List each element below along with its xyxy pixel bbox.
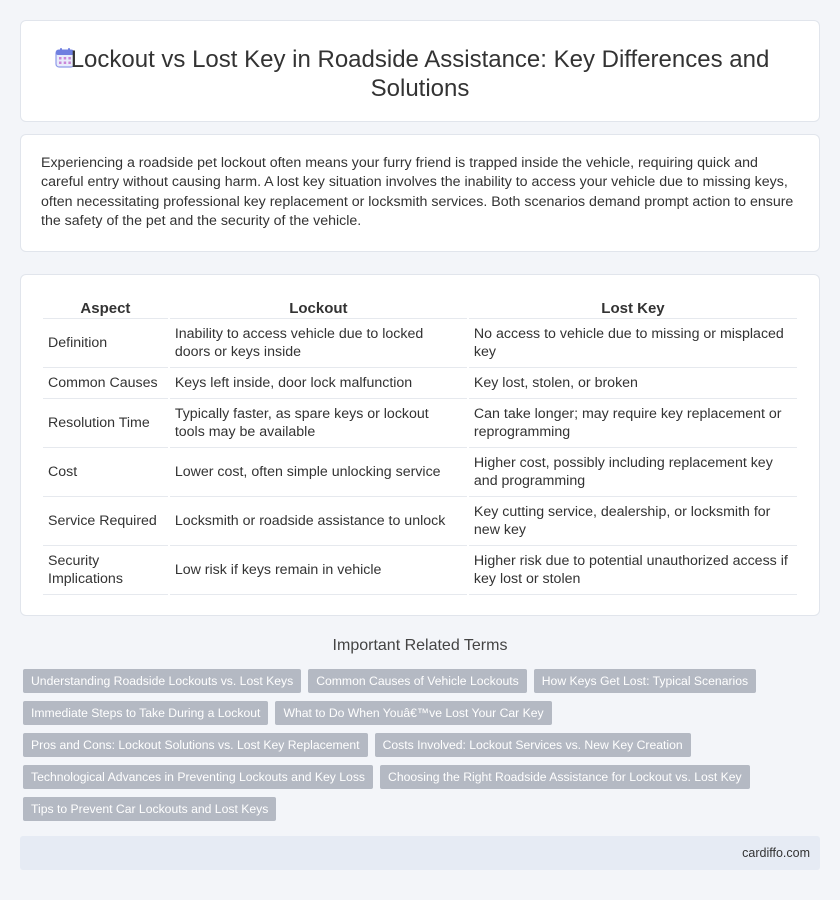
footer-site-link[interactable]: cardiffo.com: [742, 846, 810, 860]
table-cell: Typically faster, as spare keys or lockout tools may be available: [170, 399, 467, 448]
table-cell: Key lost, stolen, or broken: [469, 368, 797, 399]
table-cell: Lower cost, often simple unlocking service: [170, 448, 467, 497]
related-term-tag[interactable]: What to Do When Youâ€™ve Lost Your Car Key: [275, 701, 551, 725]
table-cell: Resolution Time: [43, 399, 168, 448]
tag-row: [23, 669, 803, 693]
intro-paragraph: Experiencing a roadside pet lockout often means your furry friend is trapped inside the vehicle, requiring quick and careful entry without causing harm. A lost key situation involves the inability to access your vehicle due to missing keys, often necessitating professional key replacement or locksmith services. Both scenarios demand prompt action to ensure the safety of the pet and the security of the vehicle.: [41, 155, 794, 230]
tag-row: [23, 701, 803, 725]
table-row: [43, 319, 797, 368]
tag-row: [23, 765, 803, 789]
related-terms-title: Important Related Terms: [332, 637, 508, 654]
header-aspect: Aspect: [43, 295, 168, 319]
table-cell: Can take longer; may require key replacement or reprogramming: [469, 399, 797, 448]
table-cell: Definition: [43, 319, 168, 368]
table-header-row: [43, 295, 797, 319]
table-cell: Inability to access vehicle due to locked doors or keys inside: [170, 319, 467, 368]
table-cell: Low risk if keys remain in vehicle: [170, 546, 467, 595]
table-cell: Higher risk due to potential unauthorized access if key lost or stolen: [469, 546, 797, 595]
page-title: Lockout vs Lost Key in Roadside Assistance: Key Differences and Solutions: [70, 46, 770, 102]
related-term-tag[interactable]: Understanding Roadside Lockouts vs. Lost Keys: [23, 669, 301, 693]
table-cell: Locksmith or roadside assistance to unlock: [170, 497, 467, 546]
table-cell: Higher cost, possibly including replacement key and programming: [469, 448, 797, 497]
table-cell: Common Causes: [43, 368, 168, 399]
table-row: [43, 368, 797, 399]
related-term-tag[interactable]: Tips to Prevent Car Lockouts and Lost Keys: [23, 797, 276, 821]
related-term-tag[interactable]: Choosing the Right Roadside Assistance for Lockout vs. Lost Key: [380, 765, 750, 789]
related-term-tag[interactable]: Technological Advances in Preventing Lockouts and Key Loss: [23, 765, 373, 789]
table-cell: Keys left inside, door lock malfunction: [170, 368, 467, 399]
table-row: [43, 399, 797, 448]
related-term-tag[interactable]: Common Causes of Vehicle Lockouts: [308, 669, 527, 693]
comparison-table: [41, 295, 799, 595]
related-term-tag[interactable]: Pros and Cons: Lockout Solutions vs. Lost Key Replacement: [23, 733, 368, 757]
header-card: [20, 20, 820, 122]
tag-row: [23, 733, 803, 757]
table-cell: Security Implications: [43, 546, 168, 595]
table-row: [43, 497, 797, 546]
related-term-tag[interactable]: Immediate Steps to Take During a Lockout: [23, 701, 268, 725]
intro-card: [20, 134, 820, 252]
tag-row: [23, 797, 803, 821]
table-cell: Service Required: [43, 497, 168, 546]
related-term-tag[interactable]: How Keys Get Lost: Typical Scenarios: [534, 669, 756, 693]
table-cell: No access to vehicle due to missing or misplaced key: [469, 319, 797, 368]
footer: [20, 836, 820, 870]
table-cell: Cost: [43, 448, 168, 497]
table-row: [43, 448, 797, 497]
header-lockout: Lockout: [170, 295, 467, 319]
comparison-card: [20, 274, 820, 616]
header-lost-key: Lost Key: [469, 295, 797, 319]
related-terms-list: [23, 669, 803, 829]
related-term-tag[interactable]: Costs Involved: Lockout Services vs. New Key Creation: [375, 733, 691, 757]
table-cell: Key cutting service, dealership, or locksmith for new key: [469, 497, 797, 546]
table-row: [43, 546, 797, 595]
